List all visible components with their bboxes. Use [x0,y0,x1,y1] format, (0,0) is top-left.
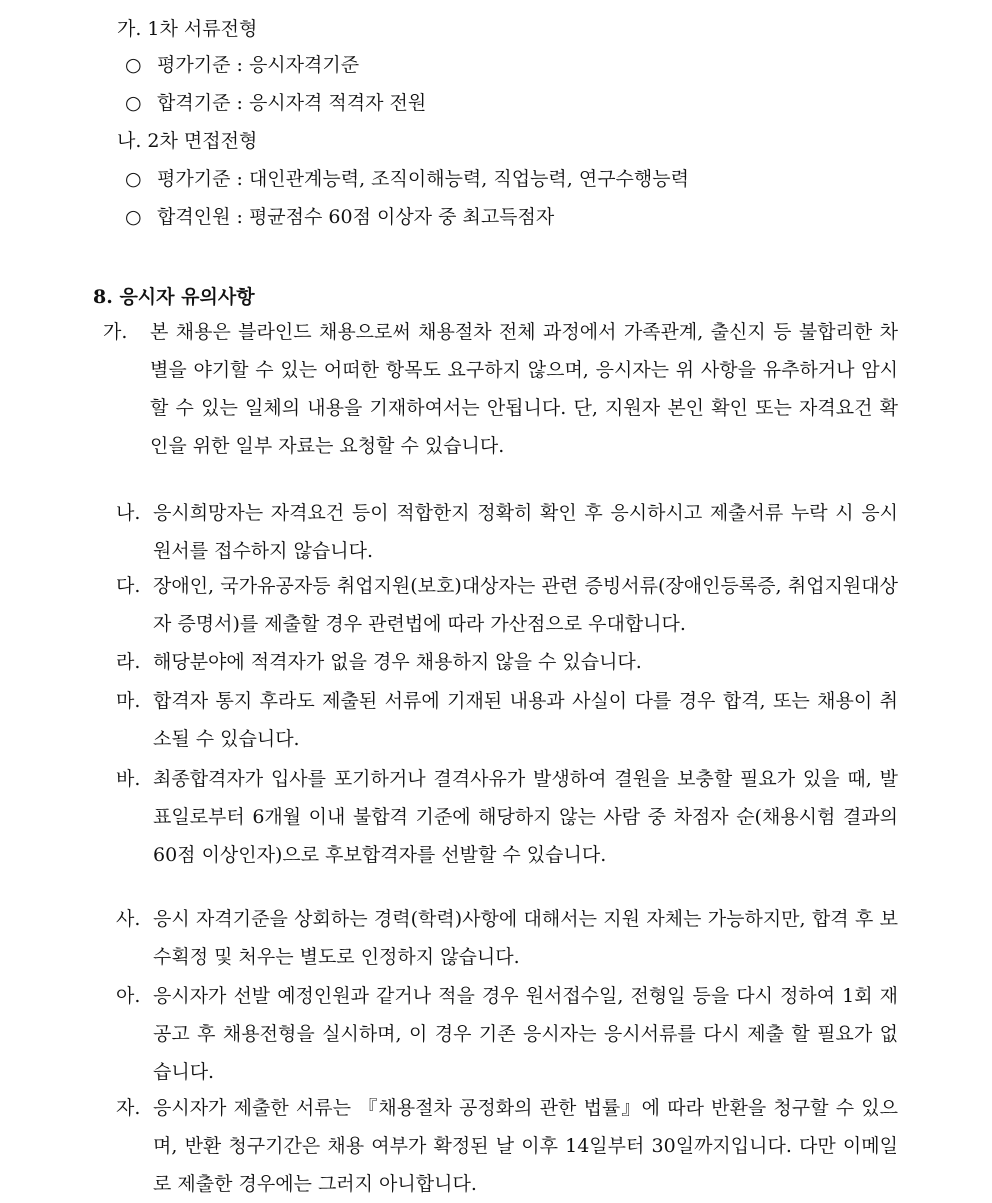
notice-text: 응시자가 선발 예정인원과 같거나 적을 경우 원서접수일, 전형일 등을 다시 정하여 1회 재공고 후 채용전형을 실시하며, 이 경우 기존 응시자는 응시서류를 다시 제출 할 필요가 없습니다. [153,985,898,1083]
notice-marker: 사. [116,908,141,930]
notice-marker: 나. [116,502,141,524]
notice-marker: 아. [116,985,141,1007]
notice-item [116,760,898,874]
notice-text: 합격자 통지 후라도 제출된 서류에 기재된 내용과 사실이 다를 경우 합격, 또는 채용이 취소될 수 있습니다. [153,690,898,750]
notice-marker: 마. [116,690,141,712]
circle-bullet-icon: ○ [125,168,142,190]
notice-item [116,682,898,758]
stage1-heading: 가. 1차 서류전형 [117,18,258,40]
notice-item [103,313,898,465]
notice-marker: 바. [116,768,141,790]
notice-item [116,1089,898,1203]
stage1-pass [125,86,426,120]
notice-text: 최종합격자가 입사를 포기하거나 결격사유가 발생하여 결원을 보충할 필요가 있을 때, 발표일로부터 6개월 이내 불합격 기준에 해당하지 않는 사람 중 차점자 순(채용시험 결과의 60점 이상인자)으로 후보합격자를 선발할 수 있습니다. [153,768,898,866]
stage1-criteria-text: 평가기준 : 응시자격기준 [157,54,360,76]
stage2-criteria-text: 평가기준 : 대인관계능력, 조직이해능력, 직업능력, 연구수행능력 [157,168,689,190]
notice-marker: 다. [116,575,141,597]
section-title: 8. 응시자 유의사항 [93,286,255,308]
stage2-criteria [125,162,689,196]
stage2-pass-text: 합격인원 : 평균점수 60점 이상자 중 최고득점자 [157,206,555,228]
notice-item [116,643,898,681]
notice-item [116,567,898,643]
circle-bullet-icon: ○ [125,92,142,114]
notice-marker: 라. [116,651,141,673]
notice-marker: 자. [116,1097,141,1119]
stage2-pass [125,200,554,234]
notice-text: 해당분야에 적격자가 없을 경우 채용하지 않을 수 있습니다. [153,651,642,673]
notice-text: 본 채용은 블라인드 채용으로써 채용절차 전체 과정에서 가족관계, 출신지 등 불합리한 차별을 야기할 수 있는 어떠한 항목도 요구하지 않으며, 응시자는 위 사항을 유추하거나 암시할 수 있는 일체의 내용을 기재하여서는 안됩니다. 단, 지원자 본인 확인 또는 자격요건 확인을 위한 일부 자료는 요청할 수 있습니다. [150,321,898,457]
circle-bullet-icon: ○ [125,54,142,76]
notice-text: 장애인, 국가유공자등 취업지원(보호)대상자는 관련 증빙서류(장애인등록증, 취업지원대상자 증명서)를 제출할 경우 관련법에 따라 가산점으로 우대합니다. [153,575,898,635]
notice-item [116,900,898,976]
stage2-heading: 나. 2차 면접전형 [117,130,258,152]
notice-text: 응시희망자는 자격요건 등이 적합한지 정확히 확인 후 응시하시고 제출서류 누락 시 응시원서를 접수하지 않습니다. [153,502,898,562]
notice-item [116,494,898,570]
circle-bullet-icon: ○ [125,206,142,228]
notice-marker: 가. [103,321,128,343]
notice-item [116,977,898,1091]
notice-text: 응시 자격기준을 상회하는 경력(학력)사항에 대해서는 지원 자체는 가능하지만, 합격 후 보수획정 및 처우는 별도로 인정하지 않습니다. [153,908,898,968]
stage1-criteria [125,48,359,82]
stage1-pass-text: 합격기준 : 응시자격 적격자 전원 [157,92,427,114]
notice-text: 응시자가 제출한 서류는 『채용절차 공정화의 관한 법률』에 따라 반환을 청구할 수 있으며, 반환 청구기간은 채용 여부가 확정된 날 이후 14일부터 30일까지입니다. 다만 이메일로 제출한 경우에는 그러지 아니합니다. [153,1097,898,1195]
